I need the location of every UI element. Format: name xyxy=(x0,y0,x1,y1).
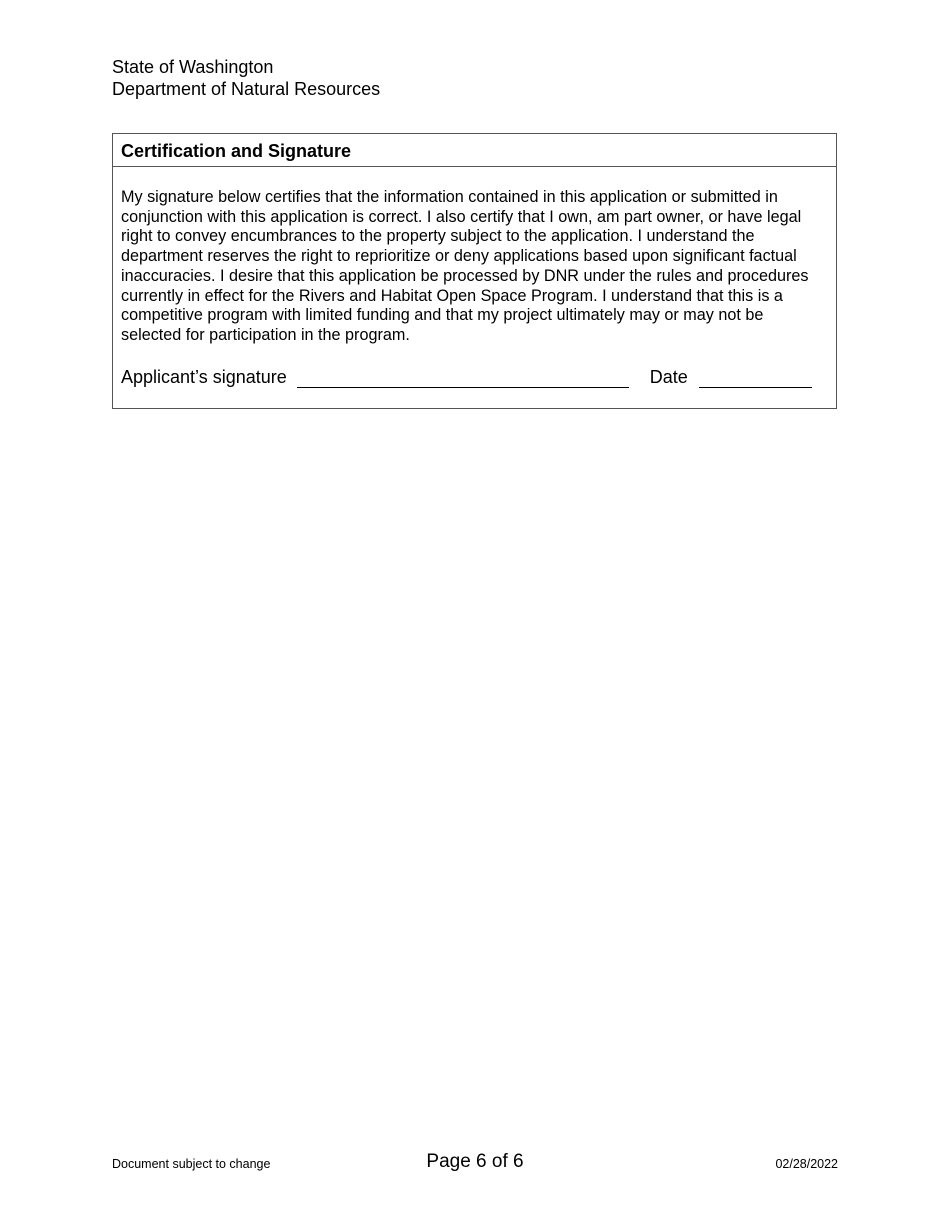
certification-title: Certification and Signature xyxy=(113,134,836,167)
footer-disclaimer: Document subject to change xyxy=(112,1157,271,1171)
date-field[interactable] xyxy=(699,369,812,388)
signature-label: Applicant’s signature xyxy=(121,367,287,387)
agency-department: Department of Natural Resources xyxy=(112,79,381,99)
agency-header xyxy=(112,56,380,100)
signature-field[interactable] xyxy=(297,369,629,388)
certification-section xyxy=(112,133,837,409)
page-number: Page 6 of 6 xyxy=(426,1151,524,1172)
agency-state: State of Washington xyxy=(112,57,274,77)
footer-date: 02/28/2022 xyxy=(775,1157,838,1171)
certification-statement: My signature below certifies that the information contained in this application or submitted in conjunction with this application is correct. I also certify that I own, am part owner, or have legal right to convey encumbrances to the property subject to the application. I understand the department reserves the right to reprioritize or deny applications based upon significant factual inaccuracies. I desire that this application be processed by DNR under the rules and procedures currently in effect for the Rivers and Habitat Open Space Program. I understand that this is a competitive program with limited funding and that my project ultimately may or may not be selected for participation in the program. xyxy=(121,188,809,344)
signature-row xyxy=(121,366,818,388)
date-label: Date xyxy=(649,367,688,387)
